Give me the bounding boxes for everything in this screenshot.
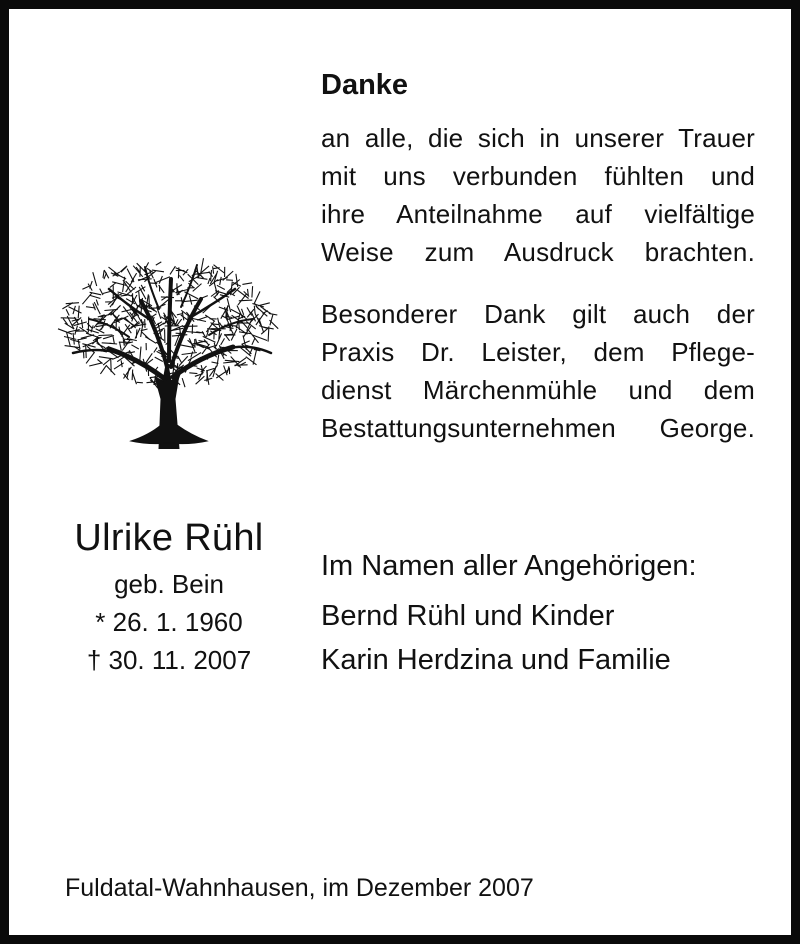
oak-tree-icon [49, 249, 289, 449]
special-thanks-line: dienst Märchenmühle und dem [321, 375, 755, 405]
special-thanks-line: Besonderer Dank gilt auch der [321, 299, 755, 329]
thanks-line: an alle, die sich in unserer Trauer [321, 123, 755, 153]
signature-intro: Im Namen aller Angehörigen: [321, 550, 697, 582]
place-date: Fuldatal-Wahnhausen, im Dezember 2007 [65, 874, 534, 902]
thanks-line: mit uns verbunden fühlten und [321, 161, 755, 191]
special-thanks-line: Praxis Dr. Leister, dem Pflege- [321, 337, 755, 367]
thanks-line: Weise zum Ausdruck brachten. [321, 237, 755, 267]
death-date: † 30. 11. 2007 [86, 645, 252, 675]
thanks-paragraph [321, 119, 755, 271]
special-thanks-line: Bestattungsunternehmen George. [321, 413, 755, 443]
birth-date: * 26. 1. 1960 [95, 607, 243, 637]
signature-line: Karin Herdzina und Familie [321, 644, 671, 676]
special-thanks-paragraph [321, 295, 755, 447]
notice-heading: Danke [321, 69, 409, 101]
thanks-line: ihre Anteilnahme auf vielfältige [321, 199, 755, 229]
signature-line: Bernd Rühl und Kinder [321, 600, 615, 632]
maiden-name: geb. Bein [114, 569, 224, 599]
deceased-name: Ulrike Rühl [74, 517, 264, 559]
